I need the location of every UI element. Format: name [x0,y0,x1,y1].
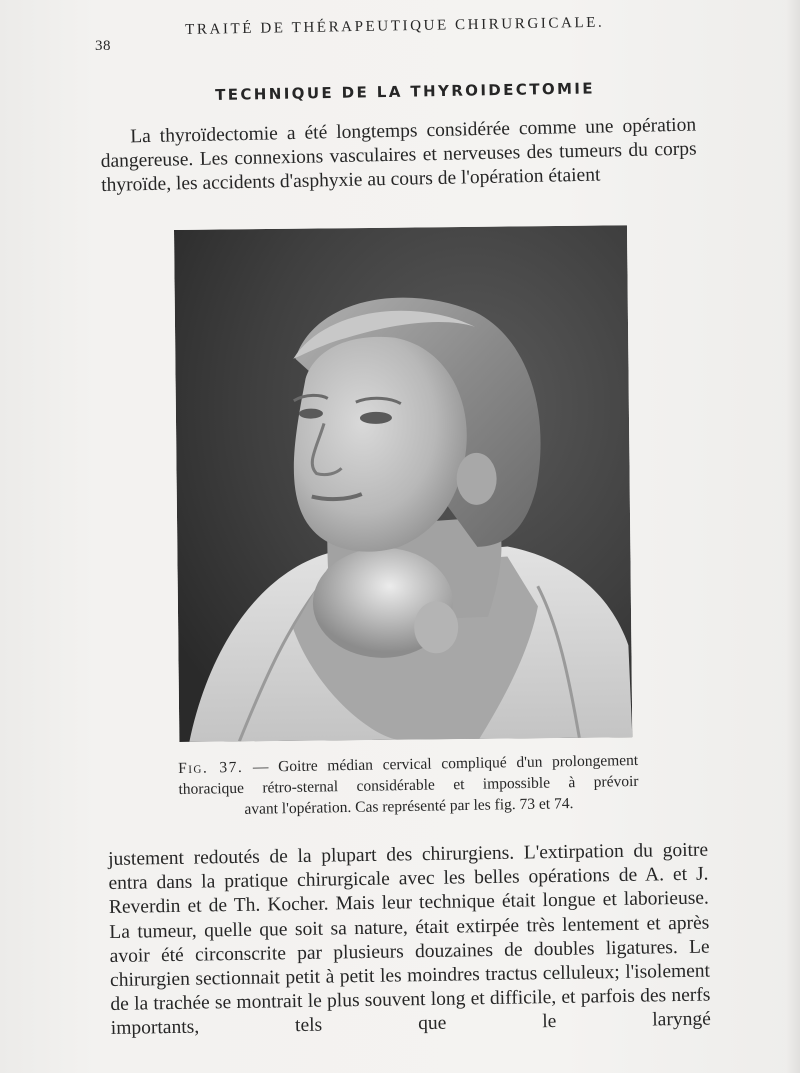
caption-line-3: avant l'opération. Cas représenté par les fig. 73 et 74. [244,795,574,818]
section-title: TECHNIQUE DE LA THYROIDECTOMIE [215,79,596,104]
patient-portrait-photo [174,225,632,742]
intro-paragraph: La thyroïdectomie a été longtemps considérée comme une opération dangereuse. Les connexions vasculaires et nerveuses des tumeurs du corps thyroïde, les accidents d'asphyxie au cours de l'opération étaient [100,114,697,196]
figure-photograph [174,225,632,742]
caption-line-2: thoracique rétro-sternal considérable et impossible à prévoir [178,772,639,798]
figure-caption [178,750,639,821]
caption-text-1: — Goitre médian cervical compliqué d'un prolongement [252,751,639,776]
body-paragraph: justement redoutés de la plupart des chirurgiens. L'extirpation du goitre entra dans la pratique chirurgicale avec les belles opérations de A. et J. Reverdin et de Th. Kocher. Mais leur technique était longue et laborieuse. La tumeur, quelle que soit sa nature, était extirpée très lentement et après avoir été circonscrite par plusieurs douzaines de doubles ligatures. Le chirurgien sectionnait petit à petit les moindres tractus celluleux; l'isolement de la trachée se montrait le plus souvent long et difficile, et parfois des nerfs importants, tels que le laryngé [108,839,711,1040]
page-edge-shadow [786,0,800,1073]
running-head: TRAITÉ DE THÉRAPEUTIQUE CHIRURGICALE. [185,14,605,38]
figure-label: Fig. 37. [178,758,244,777]
page-number: 38 [95,38,111,54]
